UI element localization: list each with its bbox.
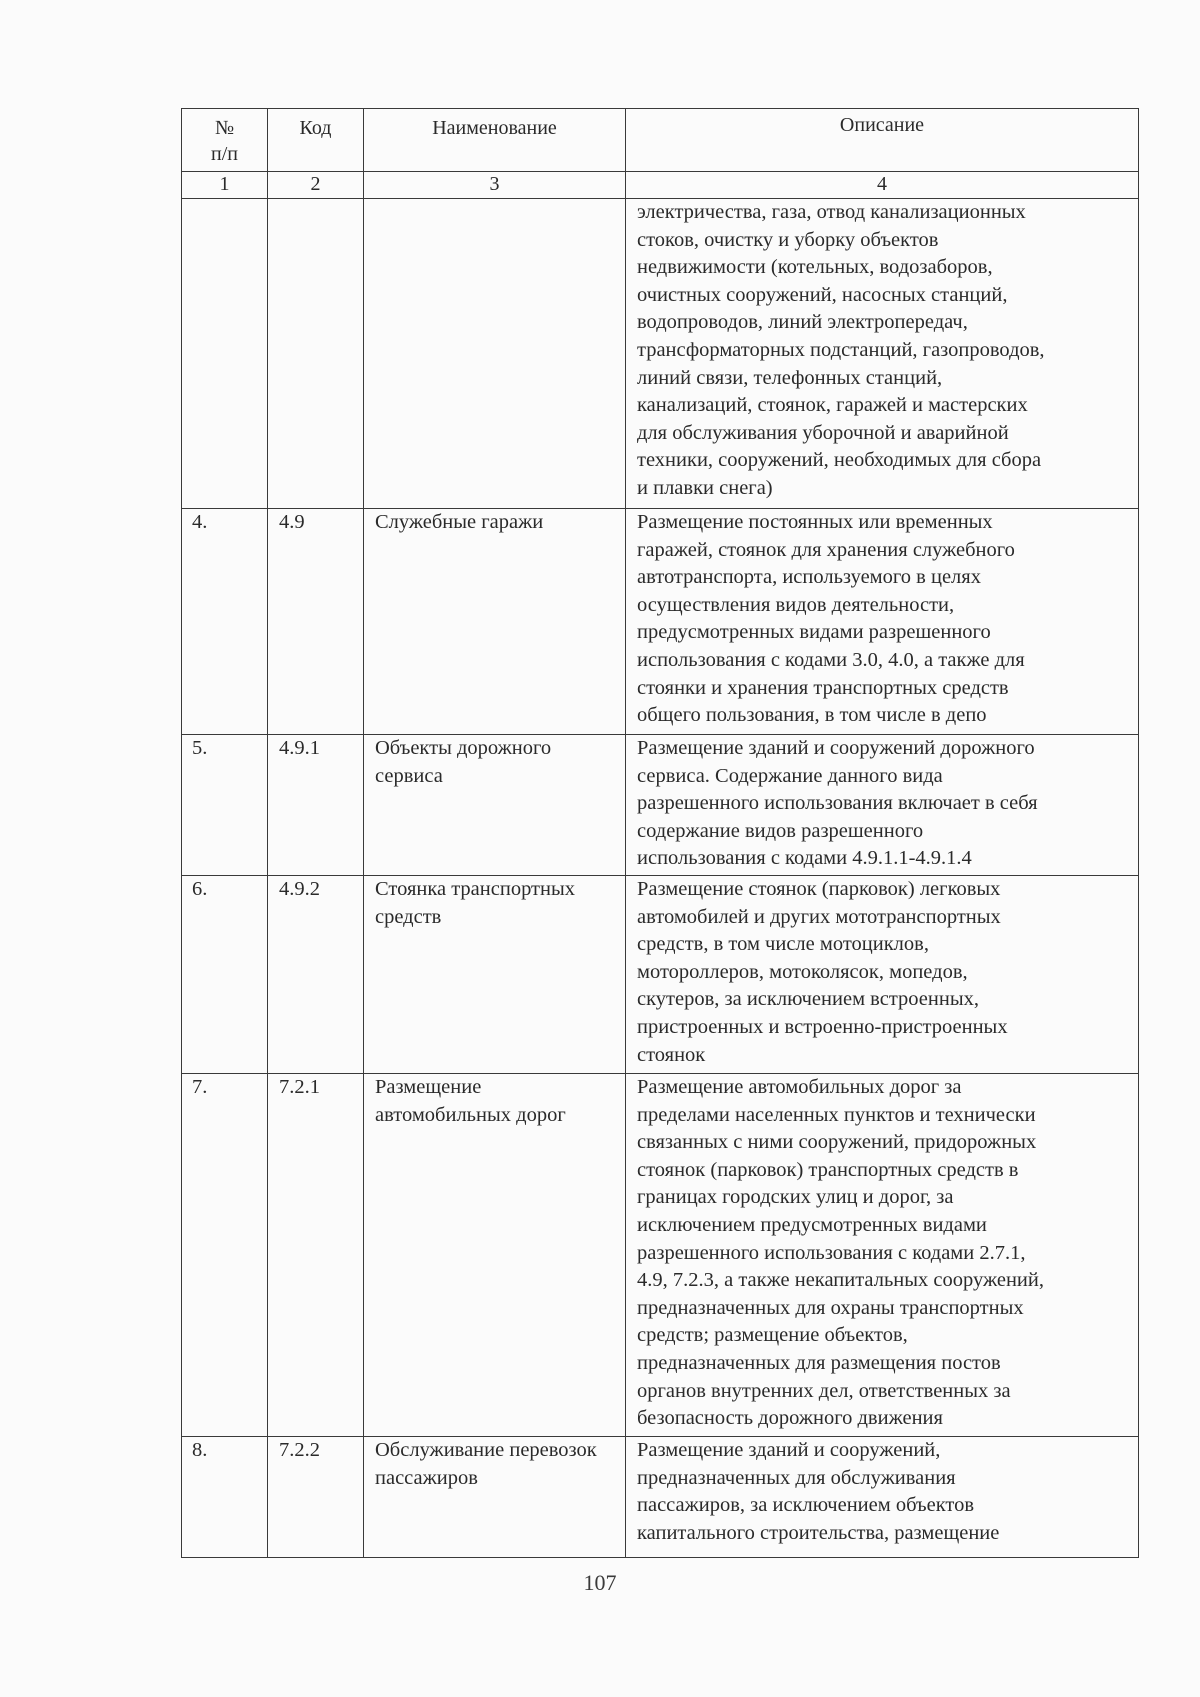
description-line: водопроводов, линий электропередач, — [637, 311, 968, 334]
description-line: органов внутренних дел, ответственных за — [637, 1379, 1011, 1402]
description-line: пристроенных и встроенно-пристроенных — [637, 1015, 1008, 1038]
description-line: линий связи, телефонных станций, — [637, 366, 943, 389]
row-name: Обслуживание перевозок пассажиров — [364, 1437, 626, 1558]
description-line: электричества, газа, отвод канализационных — [637, 201, 1026, 223]
description-line: использования с кодами 4.9.1.1-4.9.1.4 — [637, 847, 972, 870]
description-line: автомобилей и других мототранспортных — [637, 905, 1001, 928]
header-cell-number: № п/п — [182, 109, 268, 172]
description-line: стоянок — [637, 1043, 706, 1066]
header-cell-code: Код — [268, 109, 364, 172]
row-code: 4.9 — [268, 509, 364, 735]
row-description — [626, 1437, 1139, 1558]
description-line: Размещение зданий и сооружений, — [637, 1439, 941, 1461]
description-line: капитального строительства, размещение — [637, 1521, 1000, 1544]
description-line: трансформаторных подстанций, газопроводов, — [637, 338, 1045, 361]
description-line: предназначенных для обслуживания — [637, 1466, 956, 1489]
table-row — [182, 199, 1139, 509]
row-name: Стоянка транспортных средств — [364, 876, 626, 1074]
description-line: мотороллеров, мотоколясок, мопедов, — [637, 960, 968, 983]
description-line: автотранспорта, используемого в целях — [637, 566, 981, 589]
description-line: связанных с ними сооружений, придорожных — [637, 1131, 1037, 1154]
description-line: разрешенного использования с кодами 2.7.1, — [637, 1241, 1026, 1264]
land-use-table — [181, 108, 1139, 1558]
column-number-2: 2 — [268, 172, 364, 199]
table-column-numbers-row — [182, 172, 1139, 199]
column-number-4: 4 — [626, 172, 1139, 199]
description-line: безопасность дорожного движения — [637, 1407, 943, 1430]
description-line: средств; размещение объектов, — [637, 1324, 908, 1347]
row-number — [182, 199, 268, 509]
column-number-1: 1 — [182, 172, 268, 199]
row-description — [626, 876, 1139, 1074]
row-code: 7.2.1 — [268, 1074, 364, 1437]
description-line: предусмотренных видами разрешенного — [637, 621, 991, 644]
description-line: границах городских улиц и дорог, за — [637, 1186, 954, 1209]
row-description — [626, 735, 1139, 876]
row-name: Служебные гаражи — [364, 509, 626, 735]
row-code: 4.9.1 — [268, 735, 364, 876]
table-row — [182, 1437, 1139, 1558]
description-line: 4.9, 7.2.3, а также некапитальных сооружений, — [637, 1269, 1044, 1292]
column-number-3: 3 — [364, 172, 626, 199]
table-row — [182, 876, 1139, 1074]
row-name: Размещение автомобильных дорог — [364, 1074, 626, 1437]
table-row — [182, 509, 1139, 735]
description-line: разрешенного использования включает в себя — [637, 792, 1038, 815]
header-cell-description: Описание — [626, 109, 1139, 172]
header-cell-name: Наименование — [364, 109, 626, 172]
description-line: Размещение постоянных или временных — [637, 511, 993, 533]
row-description — [626, 509, 1139, 735]
description-line: Размещение стоянок (парковок) легковых — [637, 878, 1001, 900]
description-line: скутеров, за исключением встроенных, — [637, 988, 979, 1011]
table-header-row — [182, 109, 1139, 172]
description-line: Размещение зданий и сооружений дорожного — [637, 737, 1035, 759]
description-line: и плавки снега) — [637, 476, 773, 499]
row-number: 4. — [182, 509, 268, 735]
description-line: гаражей, стоянок для хранения служебного — [637, 538, 1015, 561]
description-line: пассажиров, за исключением объектов — [637, 1494, 975, 1517]
description-line: предназначенных для размещения постов — [637, 1351, 1001, 1374]
table-row — [182, 1074, 1139, 1437]
row-name — [364, 199, 626, 509]
table-row — [182, 735, 1139, 876]
description-line: канализаций, стоянок, гаражей и мастерских — [637, 394, 1028, 417]
row-number: 7. — [182, 1074, 268, 1437]
description-line: сервиса. Содержание данного вида — [637, 764, 943, 787]
description-line: стоянки и хранения транспортных средств — [637, 676, 1009, 699]
description-line: осуществления видов деятельности, — [637, 593, 955, 616]
description-line: предназначенных для охраны транспортных — [637, 1296, 1024, 1319]
description-line: пределами населенных пунктов и технически — [637, 1103, 1036, 1126]
description-line: средств, в том числе мотоциклов, — [637, 933, 929, 956]
row-code: 7.2.2 — [268, 1437, 364, 1558]
description-line: Размещение автомобильных дорог за — [637, 1076, 962, 1098]
description-line: использования с кодами 3.0, 4.0, а также для — [637, 648, 1025, 671]
description-line: недвижимости (котельных, водозаборов, — [637, 256, 993, 279]
description-line: стоков, очистку и уборку объектов — [637, 228, 939, 251]
description-line: очистных сооружений, насосных станций, — [637, 283, 1008, 306]
row-description — [626, 199, 1139, 509]
row-description — [626, 1074, 1139, 1437]
row-number: 8. — [182, 1437, 268, 1558]
description-line: для обслуживания уборочной и аварийной — [637, 421, 1009, 444]
page-number: 107 — [583, 1570, 617, 1595]
row-name: Объекты дорожного сервиса — [364, 735, 626, 876]
description-line: общего пользования, в том числе в депо — [637, 704, 987, 727]
row-number: 5. — [182, 735, 268, 876]
row-code: 4.9.2 — [268, 876, 364, 1074]
row-code — [268, 199, 364, 509]
description-line: исключением предусмотренных видами — [637, 1213, 987, 1236]
description-line: стоянок (парковок) транспортных средств в — [637, 1158, 1019, 1181]
row-number: 6. — [182, 876, 268, 1074]
description-line: техники, сооружений, необходимых для сбора — [637, 449, 1042, 472]
description-line: содержание видов разрешенного — [637, 819, 924, 842]
